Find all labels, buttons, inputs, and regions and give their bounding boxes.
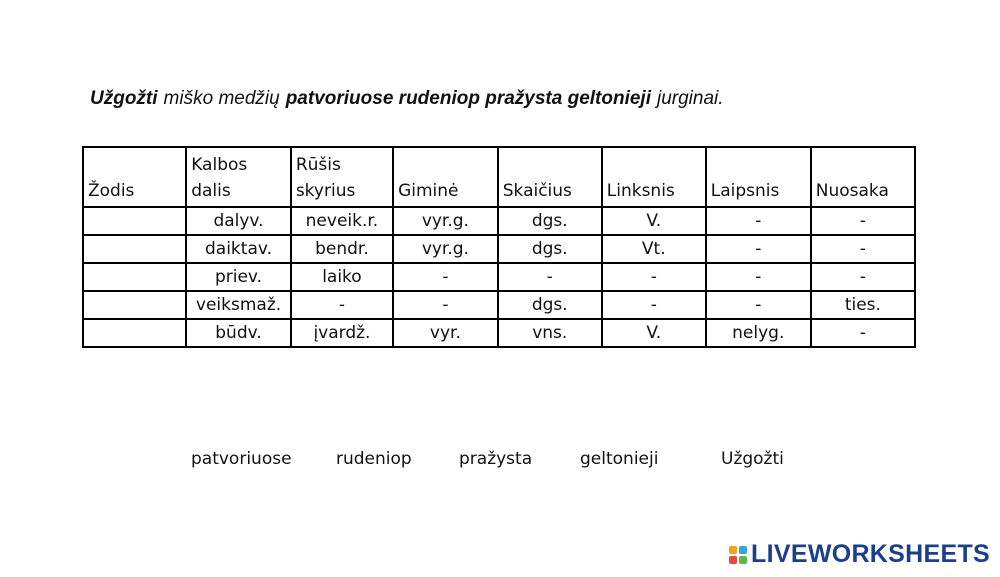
- column-header: Laipsnis: [706, 147, 811, 207]
- table-cell: veiksmaž.: [186, 291, 291, 319]
- table-cell: -: [706, 235, 811, 263]
- table-cell: -: [811, 235, 915, 263]
- table-cell: -: [393, 291, 498, 319]
- table-cell: dgs.: [498, 235, 602, 263]
- sentence-fragment: Užgožti: [90, 88, 158, 109]
- table-row: [83, 235, 915, 263]
- table-cell: -: [706, 207, 811, 235]
- table-cell: V.: [602, 319, 706, 347]
- table-cell: Vt.: [602, 235, 706, 263]
- grammar-analysis-table: [82, 146, 916, 348]
- word-drop-cell[interactable]: [83, 207, 186, 235]
- table-cell: -: [706, 263, 811, 291]
- logo-square: [739, 556, 747, 564]
- table-body: [83, 207, 915, 347]
- table-header-row: [83, 147, 915, 207]
- table-row: [83, 263, 915, 291]
- table-cell: laiko: [291, 263, 393, 291]
- word-drop-cell[interactable]: [83, 319, 186, 347]
- table-cell: -: [291, 291, 393, 319]
- column-header: Giminė: [393, 147, 498, 207]
- table-cell: dgs.: [498, 207, 602, 235]
- logo-square: [729, 556, 737, 564]
- table-cell: nelyg.: [706, 319, 811, 347]
- table-cell: įvardž.: [291, 319, 393, 347]
- table-cell: -: [498, 263, 602, 291]
- table-cell: dgs.: [498, 291, 602, 319]
- table-cell: V.: [602, 207, 706, 235]
- table-cell: vyr.: [393, 319, 498, 347]
- table-cell: -: [602, 291, 706, 319]
- table-cell: -: [811, 319, 915, 347]
- column-header: Žodis: [83, 147, 186, 207]
- table-cell: bendr.: [291, 235, 393, 263]
- logo-square: [729, 546, 737, 554]
- table-cell: daiktav.: [186, 235, 291, 263]
- column-header: Skaičius: [498, 147, 602, 207]
- table-cell: -: [706, 291, 811, 319]
- sentence-fragment: patvoriuose rudeniop pražysta geltonieji: [285, 88, 651, 109]
- table-cell: -: [602, 263, 706, 291]
- table-cell: dalyv.: [186, 207, 291, 235]
- draggable-word[interactable]: geltonieji: [580, 449, 659, 469]
- column-header: Linksnis: [602, 147, 706, 207]
- table-row: [83, 319, 915, 347]
- table-cell: vns.: [498, 319, 602, 347]
- table-cell: priev.: [186, 263, 291, 291]
- exercise-sentence: [90, 88, 730, 110]
- table-cell: vyr.g.: [393, 235, 498, 263]
- sentence-fragment: miško medžių: [163, 88, 280, 109]
- table-cell: neveik.r.: [291, 207, 393, 235]
- draggable-word[interactable]: Užgožti: [721, 449, 784, 469]
- table-row: [83, 207, 915, 235]
- table-cell: būdv.: [186, 319, 291, 347]
- table-row: [83, 291, 915, 319]
- column-header: Kalbos dalis: [186, 147, 291, 207]
- table-cell: -: [393, 263, 498, 291]
- sentence-fragment: jurginai.: [657, 88, 724, 109]
- logo-mark-icon: [729, 546, 747, 564]
- word-drop-cell[interactable]: [83, 291, 186, 319]
- liveworksheets-logo: [729, 540, 990, 569]
- draggable-word[interactable]: patvoriuose: [191, 449, 292, 469]
- logo-text: LIVEWORKSHEETS: [751, 540, 990, 568]
- column-header: Nuosaka: [811, 147, 915, 207]
- draggable-word[interactable]: rudeniop: [336, 449, 412, 469]
- table-cell: ties.: [811, 291, 915, 319]
- word-drop-cell[interactable]: [83, 235, 186, 263]
- table-cell: -: [811, 207, 915, 235]
- table-cell: vyr.g.: [393, 207, 498, 235]
- column-header: Rūšis skyrius: [291, 147, 393, 207]
- word-drop-cell[interactable]: [83, 263, 186, 291]
- logo-square: [739, 546, 747, 554]
- draggable-word[interactable]: pražysta: [459, 449, 533, 469]
- table-cell: -: [811, 263, 915, 291]
